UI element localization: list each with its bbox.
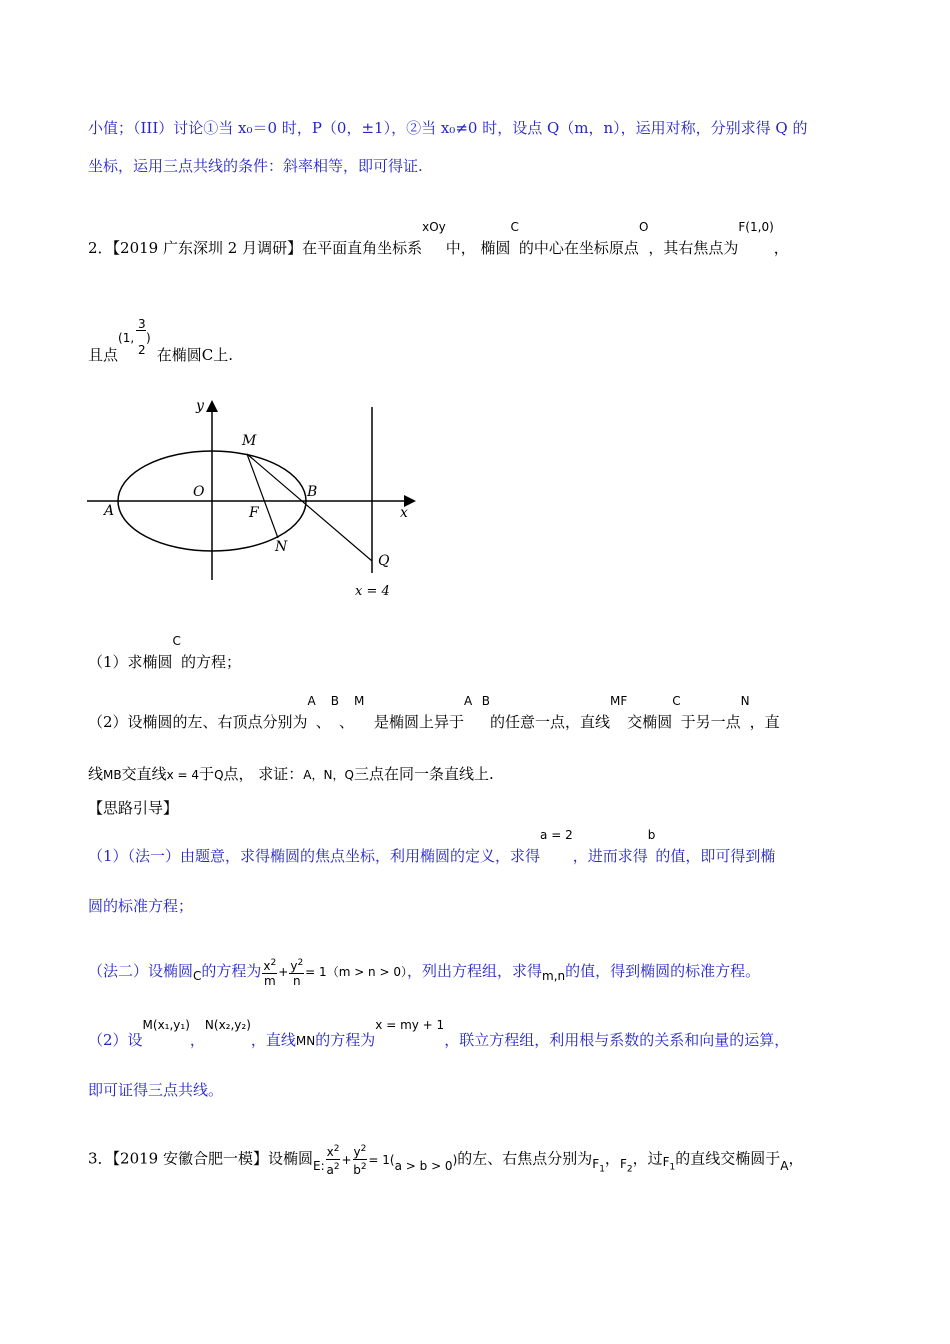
formula-c: C [672, 694, 681, 708]
formula-x-4: x = 4 [166, 768, 200, 782]
text: 点， 求证： [223, 765, 304, 783]
text: 的方程为 [201, 962, 262, 980]
formula-mn: m,n [542, 969, 566, 983]
question-number: 3． [88, 1149, 113, 1168]
text: 线 [88, 765, 104, 783]
text: （2）设 [88, 1031, 143, 1049]
text: b [353, 1163, 361, 1177]
ellipse-figure [85, 395, 425, 600]
label-m: M [242, 433, 257, 449]
formula-focus: F(1,0) [738, 220, 774, 234]
formula-c: C [193, 969, 202, 983]
equals-one: = 1 [305, 965, 327, 979]
text: 的方程为 [315, 1031, 376, 1049]
formula-mn: MN [295, 1034, 316, 1048]
text: 交直线 [121, 765, 167, 783]
label-b: B [307, 484, 318, 500]
text: 1 [669, 1161, 676, 1172]
text: ，进而求得 [572, 847, 648, 865]
text: ，联立方程组，利用根与系数的关系和向量的运算， [444, 1031, 790, 1049]
formula-n-point: N(x₂,y₂) [204, 1018, 251, 1032]
fraction-y2-b2: $\frac{y^2}{b^2}$ [353, 1144, 367, 1177]
fraction-x2-a2: $\frac{x^2}{a^2}$ [326, 1144, 340, 1177]
text: 于另一点 [680, 713, 741, 731]
paren-close: ) [452, 1152, 458, 1167]
hint-line-4 [88, 1018, 790, 1051]
text: n [292, 974, 301, 988]
text: 且点 [88, 346, 119, 364]
formula-mf: MF [609, 694, 628, 708]
text: ，列出方程组，求得 [407, 962, 543, 980]
formula-a: A [307, 694, 316, 708]
fraction-y2-n: $\frac{y^2}{n}$ [290, 958, 304, 988]
formula-f1 [662, 1154, 676, 1172]
text: ， [788, 1149, 804, 1168]
text: 、 [339, 713, 355, 731]
formula-o: O [638, 220, 649, 234]
text: （1）（法一）由题意，求得椭圆的焦点坐标，利用椭圆的定义，求得 [88, 847, 541, 865]
text: ，直线 [250, 1031, 296, 1049]
plus: + [341, 1152, 352, 1167]
point-den: 2 [138, 343, 146, 357]
text: （1）求椭圆 [88, 653, 173, 671]
text: ，直 [749, 713, 780, 731]
formula-f1 [592, 1156, 605, 1174]
formula-q: Q [214, 768, 224, 782]
text: ， [604, 1149, 620, 1168]
text: a [326, 1163, 334, 1177]
question-number: 2． [88, 239, 113, 257]
formula-b: B [481, 694, 490, 708]
solution-line-1: 小值；（III）讨论①当 x₀＝0 时，P（0，±1），②当 x₀≠0 时，设点 Q（m，n），运用对称，分别求得 Q 的 [88, 119, 808, 137]
hint-line-5: 即可证得三点共线。 [88, 1081, 224, 1099]
text: 1 [599, 1163, 605, 1174]
text: x [326, 1145, 334, 1159]
text: （法二）设椭圆 [88, 962, 194, 980]
text: 中， 椭圆 [445, 239, 511, 257]
formula-c: C [510, 220, 519, 234]
text: ，过 [632, 1149, 663, 1168]
paren-open: ( [389, 1152, 395, 1167]
text: 交椭圆 [627, 713, 673, 731]
formula-mb: MB [103, 768, 122, 782]
subquestion-2-line-1 [88, 694, 780, 733]
hint-line-1 [88, 828, 776, 867]
subquestion-2-line-2 [88, 764, 494, 785]
text: m [263, 974, 276, 988]
label-x: x [400, 505, 408, 521]
label-q: Q [378, 553, 390, 569]
text: 设椭圆 [268, 1149, 314, 1168]
equals-one: = 1 [368, 1152, 390, 1167]
text: ， [773, 239, 789, 257]
text: 的任意一点，直线 [489, 713, 610, 731]
question-3-line-1 [88, 1142, 803, 1177]
formula-b: b [647, 828, 656, 842]
subquestion-1 [88, 634, 241, 673]
text: 是椭圆上异于 [373, 713, 464, 731]
text: y [353, 1145, 361, 1159]
line-mq [247, 454, 372, 561]
text: 的中心在坐标原点 [518, 239, 639, 257]
hint-line-3 [88, 956, 760, 988]
formula-a: A [463, 694, 473, 708]
point-num: 3 [138, 317, 146, 331]
text: 在平面直角坐标系 [302, 239, 423, 257]
label-o: O [193, 484, 205, 500]
text: 的值，即可得到椭 [655, 847, 776, 865]
label-y: y [196, 398, 204, 414]
text: x [263, 959, 271, 973]
formula-m: M [354, 694, 365, 708]
formula-b: B [330, 694, 340, 708]
frac-bar [136, 330, 146, 331]
text: 的方程； [180, 653, 241, 671]
text: 的直线交椭圆于 [675, 1149, 781, 1168]
question-2-line-1 [88, 220, 789, 259]
text: F [619, 1156, 627, 1171]
text: F [662, 1154, 670, 1169]
text: 、 [315, 713, 331, 731]
text: 的左、右焦点分别为 [457, 1149, 593, 1168]
text: F [592, 1156, 600, 1171]
formula-a-2: a = 2 [540, 828, 573, 842]
formula-m-point: M(x₁,y₁) [142, 1018, 190, 1032]
formula-anq: A，N，Q [303, 768, 354, 782]
formula-point [118, 317, 152, 360]
text: ，其右焦点为 [648, 239, 739, 257]
label-x-4: x = 4 [355, 584, 390, 599]
text: 的值，得到椭圆的标准方程。 [565, 962, 761, 980]
text: 在椭圆C上. [156, 346, 234, 364]
question-source: 【2019 安徽合肥一模】 [112, 1149, 268, 1168]
text: ， [189, 1031, 205, 1049]
condition: （m > n > 0） [326, 965, 407, 979]
solution-line-2: 坐标，运用三点共线的条件：斜率相等，即可得证. [88, 157, 423, 175]
formula-c: C [172, 634, 181, 648]
text: （2）设椭圆的左、右顶点分别为 [88, 713, 308, 731]
label-f: F [249, 505, 259, 521]
question-2-line-2 [88, 317, 234, 365]
formula-a: A [780, 1158, 789, 1173]
formula-line: x = my + 1 [375, 1018, 445, 1032]
text: y [290, 959, 298, 973]
label-n: N [275, 539, 288, 555]
formula-n: N [740, 694, 750, 708]
label-a: A [104, 503, 115, 519]
formula-e: E: [313, 1158, 325, 1173]
question-source: 【2019 广东深圳 2 月调研】 [112, 239, 303, 257]
plus: + [278, 965, 289, 979]
text: 于 [199, 765, 215, 783]
formula-f2 [619, 1156, 633, 1174]
point-close: ) [146, 331, 151, 345]
hint-line-2: 圆的标准方程； [88, 897, 194, 915]
hint-title: 【思路引导】 [88, 799, 179, 817]
point-open: (1, [118, 331, 135, 345]
formula-xoy: xOy [422, 220, 446, 234]
text: 2 [626, 1163, 633, 1174]
fraction-x2-m: $\frac{x^2}{m}$ [263, 958, 277, 988]
text: 三点在同一条直线上. [353, 765, 494, 783]
condition: a > b > 0 [394, 1158, 453, 1173]
